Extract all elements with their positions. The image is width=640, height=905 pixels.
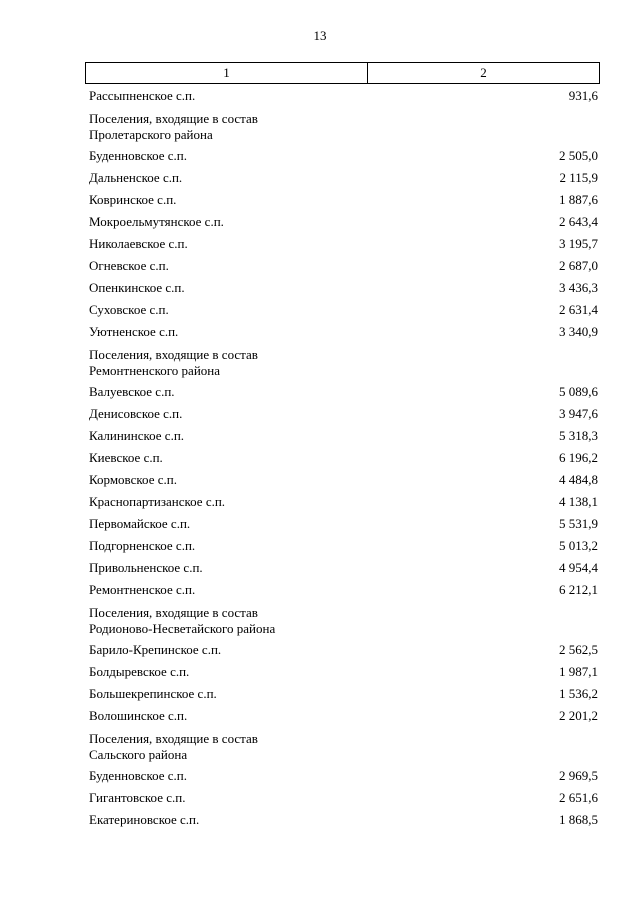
settlement-name: Рассыпненское с.п.: [89, 88, 196, 103]
settlement-name: Мокроельмутянское с.п.: [89, 214, 224, 229]
settlement-name: Болдыревское с.п.: [89, 664, 190, 679]
column-header-2: 2: [480, 65, 487, 80]
settlement-name: Калининское с.п.: [89, 428, 185, 443]
settlement-value: 5 318,3: [559, 428, 598, 443]
settlement-name: Волошинское с.п.: [89, 708, 188, 723]
table-row: [89, 300, 598, 322]
table-row: [89, 766, 598, 788]
table-row: [89, 640, 598, 662]
column-header-1: 1: [86, 63, 368, 83]
table-row: [89, 706, 598, 728]
table-row: [89, 662, 598, 684]
table-row: [89, 382, 598, 404]
settlement-name: Николаевское с.п.: [89, 236, 188, 251]
page-number: 13: [313, 28, 327, 43]
settlement-value: 2 562,5: [559, 642, 598, 657]
settlement-name: Ремонтненское с.п.: [89, 582, 196, 597]
settlement-name: Буденновское с.п.: [89, 148, 188, 163]
settlement-value: 2 115,9: [559, 170, 598, 185]
settlement-value: 4 138,1: [559, 494, 598, 509]
table-row: [89, 256, 598, 278]
settlement-value: 6 196,2: [559, 450, 598, 465]
table-body: [89, 86, 598, 832]
settlement-name: Буденновское с.п.: [89, 768, 188, 783]
table-row: [89, 810, 598, 832]
table-row: [89, 212, 598, 234]
settlement-value: 931,6: [568, 88, 598, 103]
settlement-value: 5 089,6: [559, 384, 598, 399]
table-row: [89, 146, 598, 168]
settlement-value: 5 531,9: [559, 516, 598, 531]
table-row: [89, 684, 598, 706]
table-row: [89, 404, 598, 426]
settlement-name: Подгорненское с.п.: [89, 538, 196, 553]
settlement-name: Кормовское с.п.: [89, 472, 177, 487]
table-row: [89, 86, 598, 108]
table-row: [89, 580, 598, 602]
settlement-value: 3 340,9: [559, 324, 598, 339]
settlement-name: Привольненское с.п.: [89, 560, 203, 575]
table-row: [89, 558, 598, 580]
settlement-name: Киевское с.п.: [89, 450, 163, 465]
settlement-name: Ковринское с.п.: [89, 192, 177, 207]
group-heading: Поселения, входящие в состав Ремонтненского района: [89, 347, 258, 378]
settlement-value: 1 868,5: [559, 812, 598, 827]
settlement-value: 2 687,0: [559, 258, 598, 273]
settlement-name: Валуевское с.п.: [89, 384, 175, 399]
settlement-value: 4 484,8: [559, 472, 598, 487]
settlement-name: Денисовское с.п.: [89, 406, 183, 421]
table-row: [89, 470, 598, 492]
settlement-value: 2 631,4: [559, 302, 598, 317]
table-row: [89, 190, 598, 212]
table-header: [85, 62, 600, 84]
group-heading-row: [89, 728, 598, 766]
table-row: [89, 168, 598, 190]
settlement-value: 2 643,4: [559, 214, 598, 229]
group-heading: Поселения, входящие в состав Пролетарского района: [89, 111, 258, 142]
settlement-value: 3 947,6: [559, 406, 598, 421]
table-row: [89, 536, 598, 558]
table-row: [89, 322, 598, 344]
settlement-value: 6 212,1: [559, 582, 598, 597]
table-row: [89, 448, 598, 470]
settlement-name: Екатериновское с.п.: [89, 812, 200, 827]
table-row: [89, 426, 598, 448]
settlement-value: 3 195,7: [559, 236, 598, 251]
settlement-name: Барило-Крепинское с.п.: [89, 642, 222, 657]
group-heading-row: [89, 602, 598, 640]
settlement-name: Первомайское с.п.: [89, 516, 191, 531]
settlement-name: Опенкинское с.п.: [89, 280, 185, 295]
settlement-value: 2 969,5: [559, 768, 598, 783]
settlement-name: Гигантовское с.п.: [89, 790, 186, 805]
table-row: [89, 492, 598, 514]
settlement-name: Огневское с.п.: [89, 258, 169, 273]
table-row: [89, 788, 598, 810]
table-row: [89, 514, 598, 536]
settlement-value: 2 505,0: [559, 148, 598, 163]
settlement-name: Дальненское с.п.: [89, 170, 183, 185]
settlement-name: Уютненское с.п.: [89, 324, 179, 339]
settlement-name: Краснопартизанское с.п.: [89, 494, 226, 509]
table-row: [89, 234, 598, 256]
table-row: [89, 278, 598, 300]
settlement-value: 4 954,4: [559, 560, 598, 575]
settlement-value: 1 536,2: [559, 686, 598, 701]
settlement-value: 2 651,6: [559, 790, 598, 805]
settlement-value: 1 987,1: [559, 664, 598, 679]
settlement-value: 5 013,2: [559, 538, 598, 553]
group-heading: Поселения, входящие в состав Родионово-Несветайского района: [89, 605, 276, 636]
group-heading-row: [89, 108, 598, 146]
settlement-value: 1 887,6: [559, 192, 598, 207]
group-heading: Поселения, входящие в состав Сальского района: [89, 731, 258, 762]
settlement-value: 2 201,2: [559, 708, 598, 723]
settlement-name: Большекрепинское с.п.: [89, 686, 217, 701]
group-heading-row: [89, 344, 598, 382]
settlement-name: Суховское с.п.: [89, 302, 169, 317]
settlement-value: 3 436,3: [559, 280, 598, 295]
